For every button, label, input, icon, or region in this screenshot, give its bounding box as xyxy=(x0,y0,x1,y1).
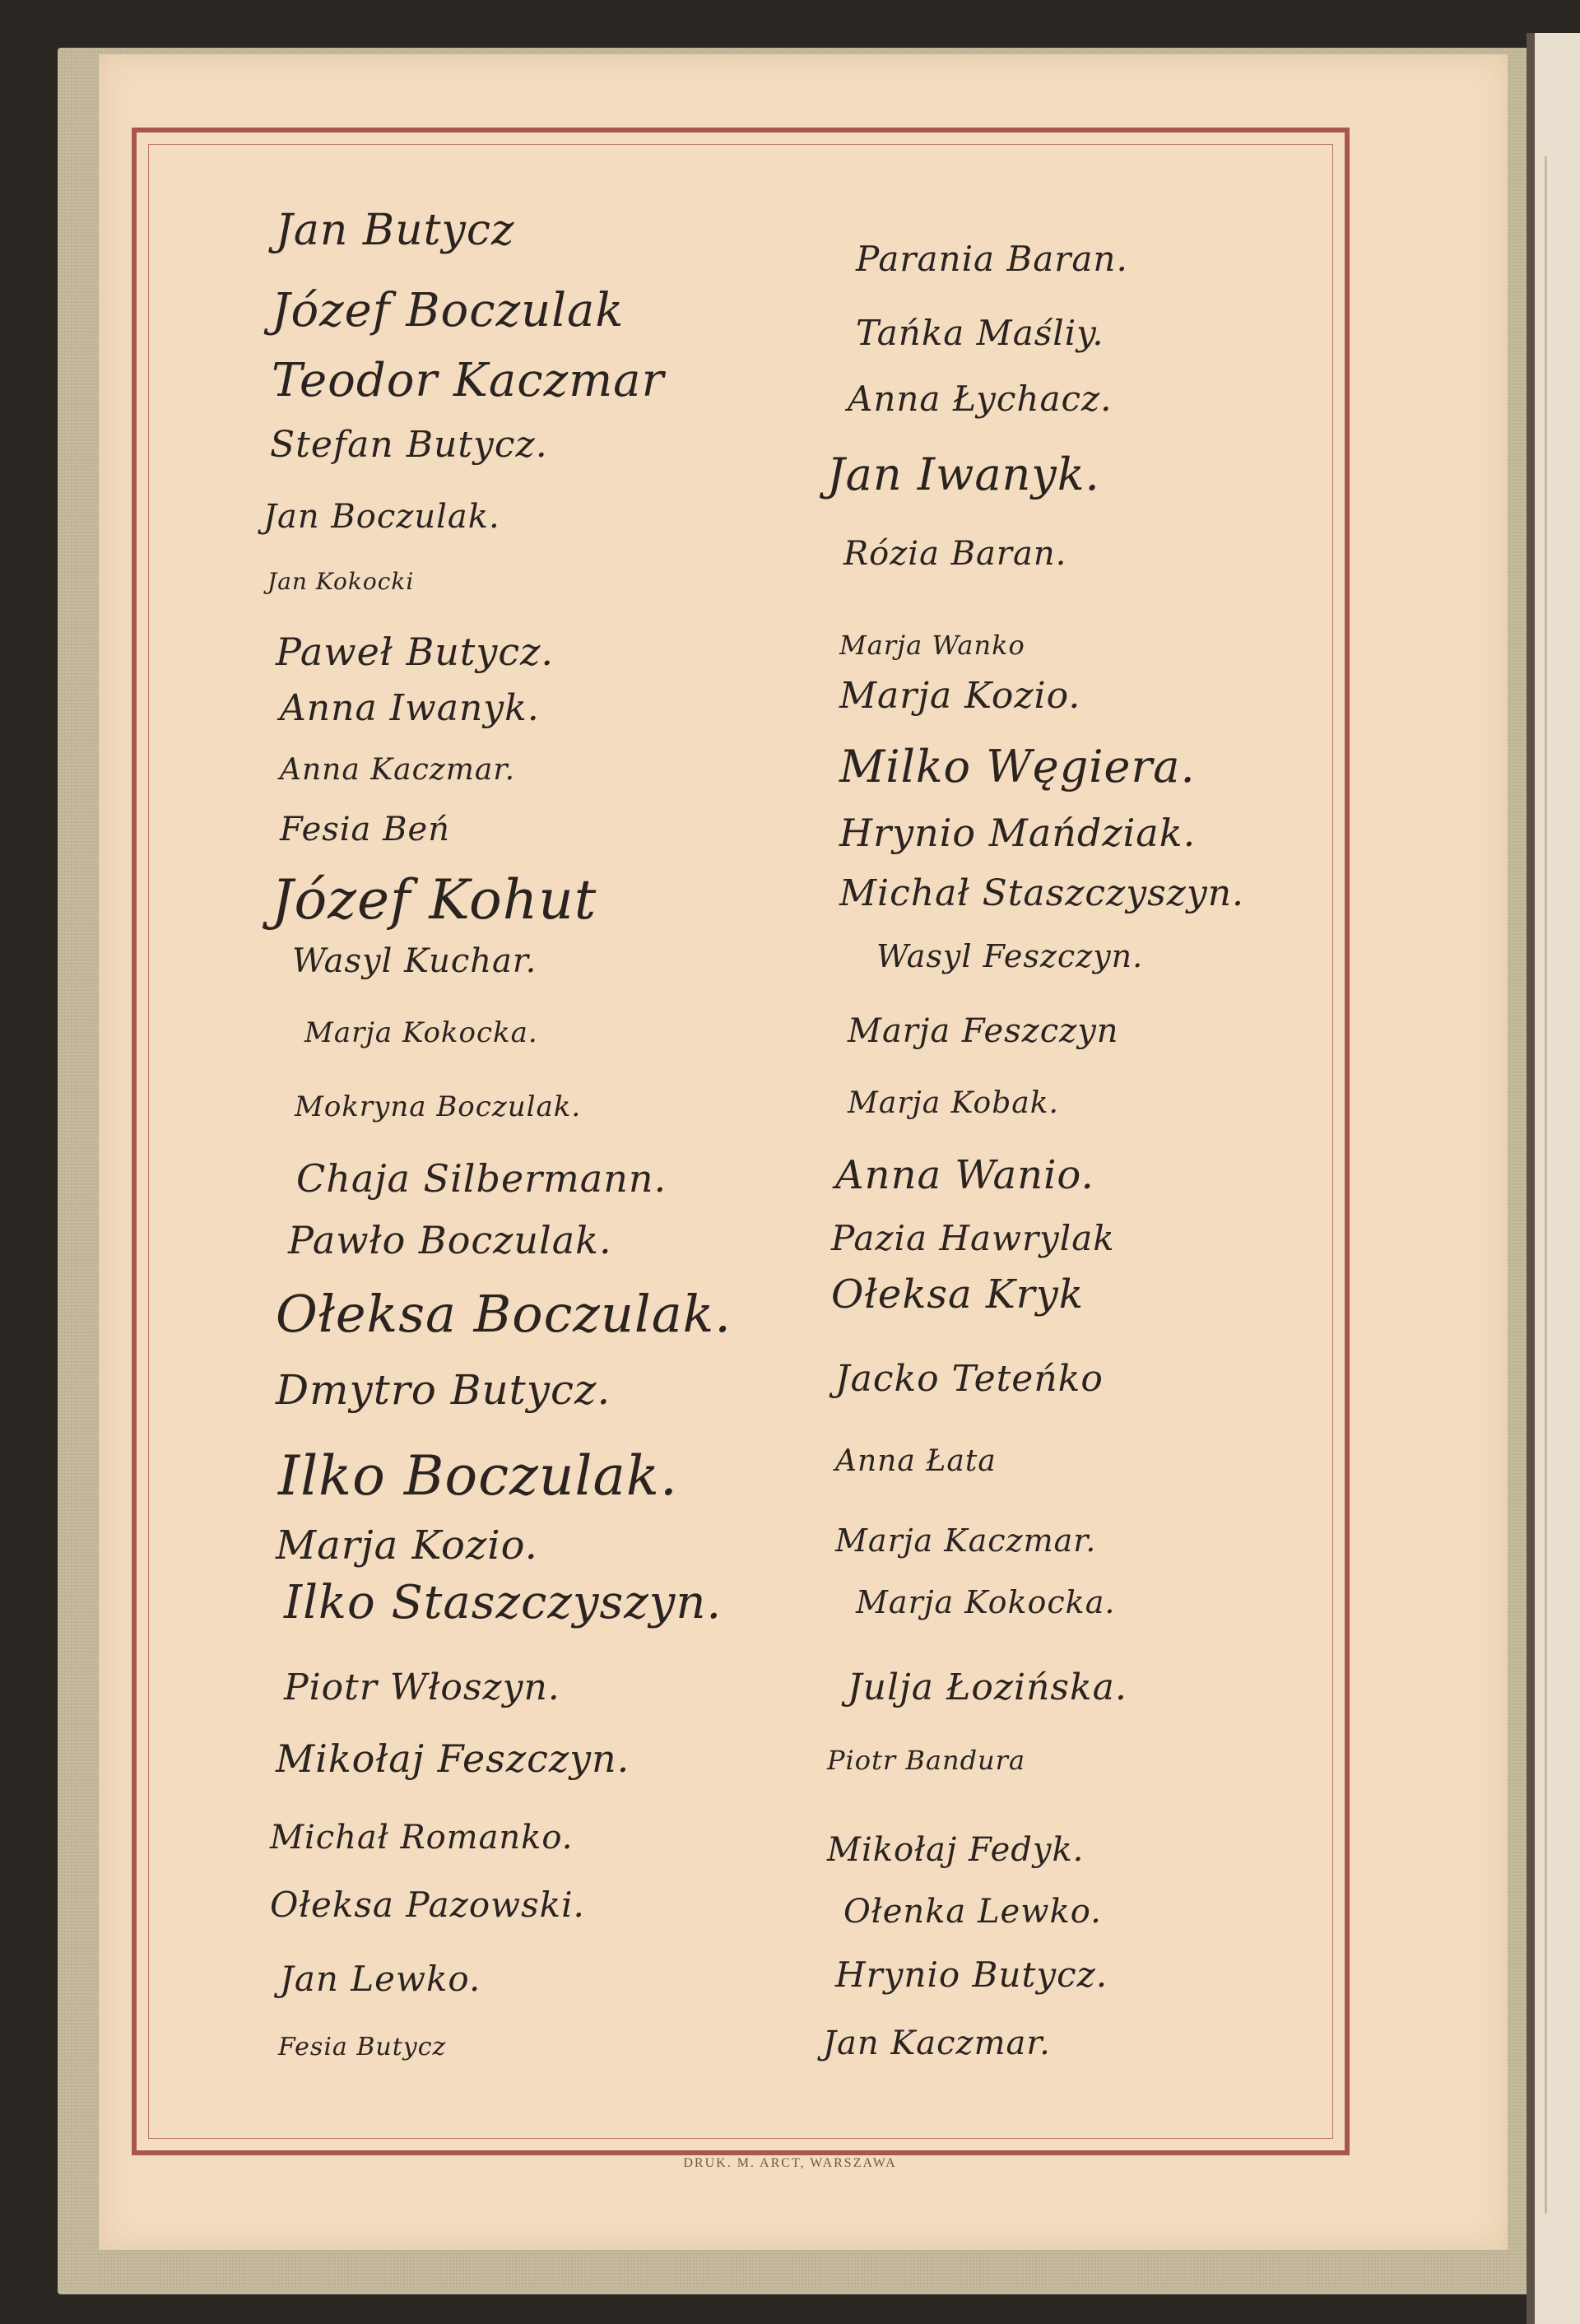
signature-right: Marja Feszczyn xyxy=(848,1012,1119,1050)
signature-left: Teodor Kaczmar xyxy=(272,354,665,407)
signature-right: Milko Węgiera. xyxy=(839,741,1196,792)
signature-left: Jan Lewko. xyxy=(280,1959,481,1999)
signature-left: Jan Kokocki xyxy=(267,568,415,595)
signature-right: Jacko Teteńko xyxy=(835,1358,1104,1400)
signature-left: Józef Kohut xyxy=(272,868,597,932)
printer-imprint: DRUK. M. ARCT, WARSZAWA xyxy=(683,2156,897,2170)
signature-left: Michał Romanko. xyxy=(270,1819,574,1857)
signature-right: Marja Kozio. xyxy=(839,675,1081,717)
signature-left: Anna Iwanyk. xyxy=(280,687,540,729)
signature-right: Piotr Bandura xyxy=(827,1745,1026,1776)
signature-right: Anna Wanio. xyxy=(835,1152,1094,1198)
signature-left: Ołeksa Pazowski. xyxy=(270,1885,585,1925)
facing-page-decoration xyxy=(1545,156,1580,2214)
signature-left: Jan Boczulak. xyxy=(263,498,500,536)
signature-right: Wasyl Feszczyn. xyxy=(876,938,1144,974)
signature-left: Pawło Boczulak. xyxy=(288,1218,612,1262)
signature-right: Hrynio Mańdziak. xyxy=(839,811,1197,855)
signature-left: Mikołaj Feszczyn. xyxy=(276,1736,630,1781)
facing-page-edge xyxy=(1527,33,1580,2324)
signature-right: Marja Kokocka. xyxy=(856,1584,1116,1620)
signature-right: Michał Staszczyszyn. xyxy=(839,872,1245,914)
signature-left: Piotr Włoszyn. xyxy=(284,1666,560,1708)
signature-right: Julja Łozińska. xyxy=(848,1666,1127,1708)
signature-left: Stefan Butycz. xyxy=(270,424,548,466)
signature-right: Hrynio Butycz. xyxy=(835,1954,1108,1995)
signature-left: Mokryna Boczulak. xyxy=(295,1090,582,1123)
signature-left: Fesia Butycz xyxy=(278,2033,447,2061)
signature-left: Wasyl Kuchar. xyxy=(292,942,537,980)
signature-right: Parania Baran. xyxy=(856,239,1128,279)
signature-right: Tańka Maśliy. xyxy=(856,313,1104,353)
signature-left: Józef Boczulak xyxy=(272,284,625,337)
signature-right: Rózia Baran. xyxy=(843,535,1067,573)
signature-left: Chaja Silbermann. xyxy=(296,1156,667,1201)
signature-left: Marja Kokocka. xyxy=(304,1016,538,1049)
signature-left: Marja Kozio. xyxy=(276,1522,538,1569)
signature-right: Marja Kobak. xyxy=(848,1086,1059,1120)
signature-right: Anna Łata xyxy=(835,1444,997,1478)
signature-right: Jan Iwanyk. xyxy=(827,449,1100,500)
signature-right: Ołeksa Kryk xyxy=(831,1271,1084,1318)
signature-left: Anna Kaczmar. xyxy=(280,753,516,787)
signature-left: Ilko Staszczyszyn. xyxy=(284,1576,723,1629)
signature-right: Pazia Hawrylak xyxy=(831,1218,1115,1258)
signature-right: Mikołaj Fedyk. xyxy=(827,1831,1085,1869)
signature-right: Jan Kaczmar. xyxy=(823,2024,1051,2062)
signature-left: Ilko Boczulak. xyxy=(278,1444,678,1508)
signature-right: Marja Kaczmar. xyxy=(835,1522,1097,1559)
signature-left: Fesia Beń xyxy=(280,811,450,848)
signature-left: Dmytro Butycz. xyxy=(276,1366,611,1414)
signature-left: Ołeksa Boczulak. xyxy=(276,1284,732,1344)
signature-right: Anna Łychacz. xyxy=(848,379,1113,419)
signature-left: Jan Butycz xyxy=(276,206,515,255)
signature-right: Marja Wanko xyxy=(839,630,1025,661)
signature-left: Paweł Butycz. xyxy=(276,630,554,674)
signature-right: Ołenka Lewko. xyxy=(843,1893,1102,1931)
